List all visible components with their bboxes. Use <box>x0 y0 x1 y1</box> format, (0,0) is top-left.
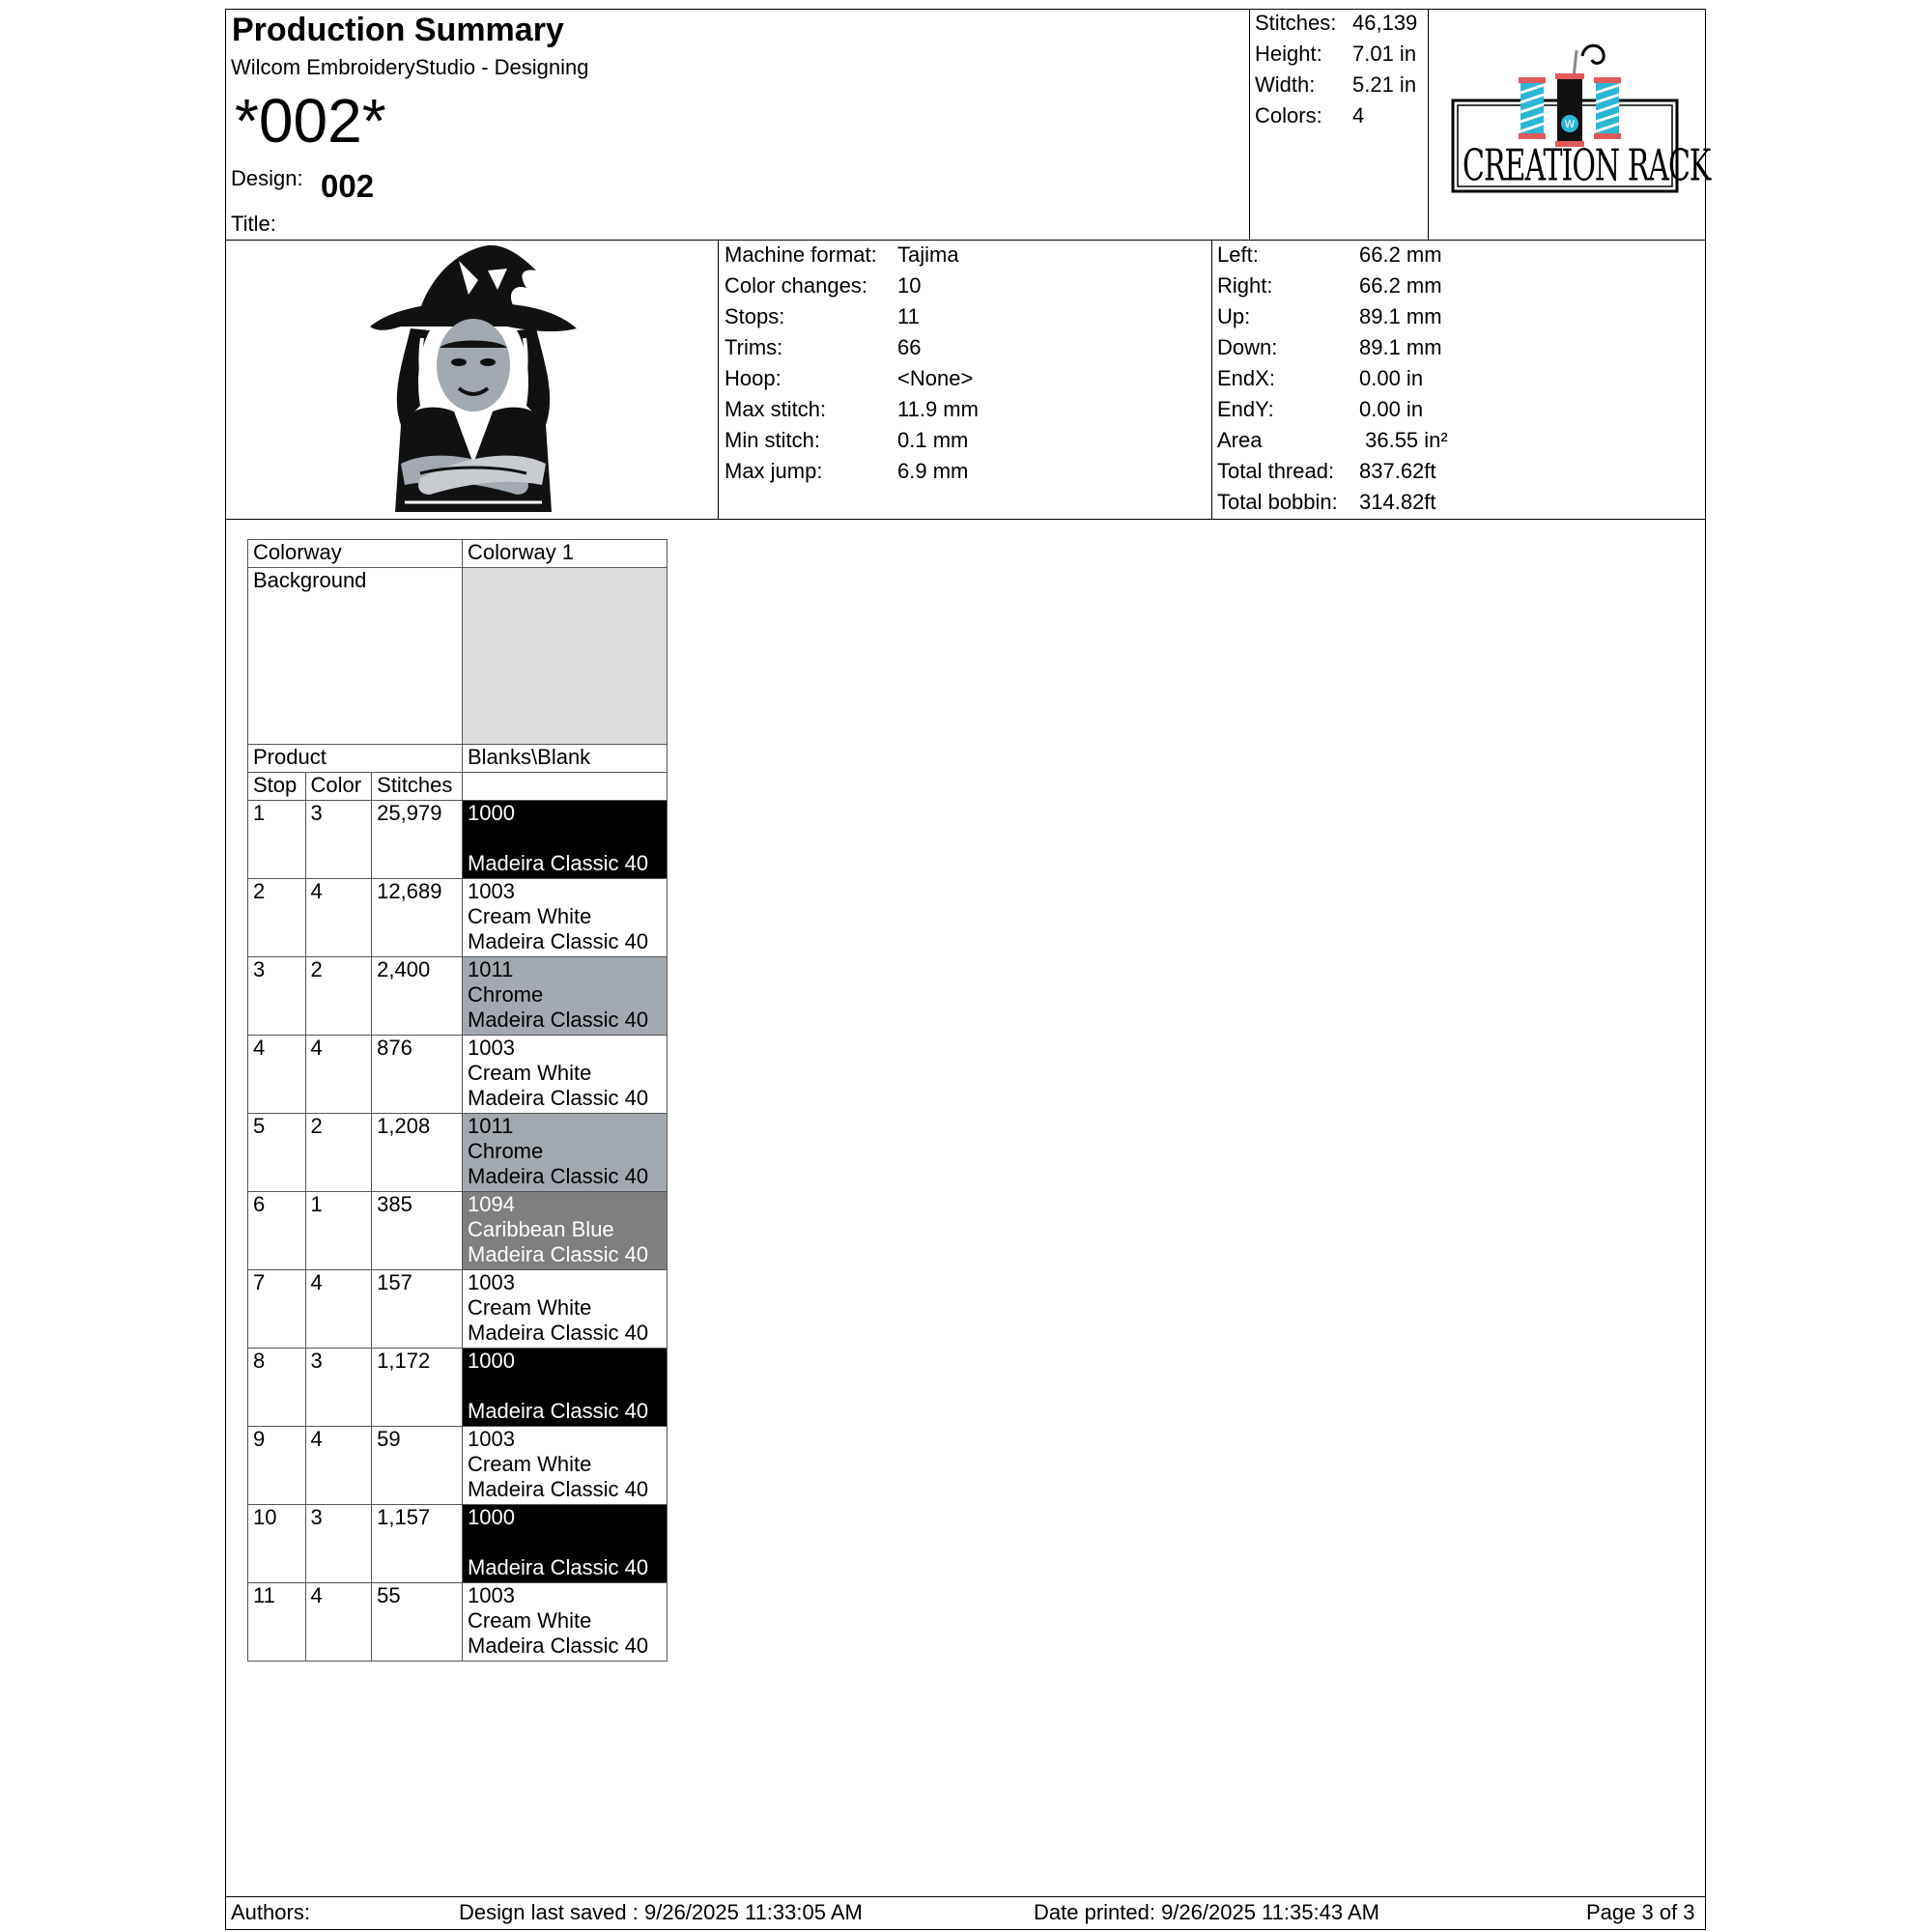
extents-label: Total thread: <box>1217 459 1335 483</box>
stop-number: 10 <box>248 1505 306 1583</box>
stitch-count: 25,979 <box>372 801 463 879</box>
color-number: 4 <box>305 1583 372 1662</box>
stop-number: 11 <box>248 1583 306 1662</box>
thread-name: Cream White <box>468 1061 592 1085</box>
product-value: Blanks\Blank <box>463 745 668 773</box>
color-number: 4 <box>305 1270 372 1349</box>
machine-label: Hoop: <box>724 366 781 390</box>
extents-value: 0.00 in <box>1359 397 1424 421</box>
stitch-count: 2,400 <box>372 957 463 1036</box>
extents-value: 66.2 mm <box>1359 242 1442 267</box>
design-label: Design: <box>231 166 303 190</box>
color-number: 3 <box>305 1349 372 1427</box>
color-number: 1 <box>305 1192 372 1270</box>
colorway-label: Colorway <box>248 540 463 568</box>
stop-row <box>248 1192 668 1270</box>
thread-code: 1011 <box>468 957 514 981</box>
thread-code: 1003 <box>468 1583 515 1607</box>
machine-value: 11 <box>897 304 920 328</box>
stitch-count: 1,157 <box>372 1505 463 1583</box>
thread-brand: Madeira Classic 40 <box>468 1399 649 1423</box>
extents-label: EndY: <box>1217 397 1274 421</box>
stop-row <box>248 1114 668 1192</box>
thread-swatch <box>463 957 668 1036</box>
machine-label: Stops: <box>724 304 785 328</box>
stop-number: 2 <box>248 879 306 957</box>
color-number: 3 <box>305 1505 372 1583</box>
thread-brand: Madeira Classic 40 <box>468 1321 649 1345</box>
summary-label: Height: <box>1255 42 1322 66</box>
machine-label: Max jump: <box>724 459 823 483</box>
product-label: Product <box>248 745 463 773</box>
thread-code: 1000 <box>468 1349 515 1373</box>
extents-value: 837.62ft <box>1359 459 1436 483</box>
design-preview <box>362 242 584 517</box>
design-value: 002 <box>321 168 375 204</box>
thread-name: Cream White <box>468 904 592 928</box>
machine-value: 11.9 mm <box>897 397 979 421</box>
stop-number: 8 <box>248 1349 306 1427</box>
title-label: Title: <box>231 212 276 236</box>
stop-number: 9 <box>248 1427 306 1505</box>
stitch-count: 1,208 <box>372 1114 463 1192</box>
extents-value: 0.00 in <box>1359 366 1424 390</box>
file-name: *002* <box>235 86 386 156</box>
thread-swatch <box>463 801 668 879</box>
summary-value: 4 <box>1352 103 1365 128</box>
background-label: Background <box>248 568 463 745</box>
extents-value: 89.1 mm <box>1359 304 1442 328</box>
stop-row <box>248 1427 668 1505</box>
color-number: 2 <box>305 957 372 1036</box>
footer-last-saved: Design last saved : 9/26/2025 11:33:05 AM <box>459 1900 863 1924</box>
machine-value: <None> <box>897 366 974 390</box>
thread-code: 1000 <box>468 1505 515 1529</box>
thread-name: Cream White <box>468 1295 592 1320</box>
divider-footer <box>225 1896 1706 1897</box>
divider-machine-right <box>1211 240 1212 519</box>
stitch-count: 385 <box>372 1192 463 1270</box>
footer-page-number: Page 3 of 3 <box>1586 1900 1695 1924</box>
thread-code: 1003 <box>468 1036 515 1060</box>
svg-text:W: W <box>1564 118 1576 130</box>
background-row <box>248 568 668 745</box>
thread-swatch <box>463 1349 668 1427</box>
stop-number: 1 <box>248 801 306 879</box>
color-number: 2 <box>305 1114 372 1192</box>
divider-logo-left <box>1428 9 1429 240</box>
extents-value: 89.1 mm <box>1359 335 1442 359</box>
machine-value: 0.1 mm <box>897 428 969 452</box>
thread-name <box>468 1374 662 1399</box>
machine-value: Tajima <box>897 242 959 267</box>
stitch-count: 12,689 <box>372 879 463 957</box>
stop-number: 3 <box>248 957 306 1036</box>
thread-brand: Madeira Classic 40 <box>468 1164 649 1188</box>
summary-value: 46,139 <box>1352 11 1418 35</box>
stop-number: 6 <box>248 1192 306 1270</box>
thread-code: 1000 <box>468 801 515 825</box>
witch-embroidery-preview-icon <box>362 242 584 517</box>
thread-name: Chrome <box>468 982 544 1007</box>
logo-text: CREATION RACK <box>1463 141 1711 192</box>
thread-name: Chrome <box>468 1139 544 1163</box>
creation-rack-logo <box>1449 39 1711 203</box>
stop-row <box>248 1583 668 1662</box>
divider-info <box>225 519 1706 520</box>
colorway-row <box>248 540 668 568</box>
thread-code: 1011 <box>468 1114 514 1138</box>
footer-authors: Authors: <box>231 1900 310 1924</box>
thread-brand: Madeira Classic 40 <box>468 929 649 953</box>
thread-brand: Madeira Classic 40 <box>468 1086 649 1110</box>
thread-swatch <box>463 879 668 957</box>
stop-row <box>248 801 668 879</box>
machine-label: Machine format: <box>724 242 877 267</box>
extents-label: Total bobbin: <box>1217 490 1338 514</box>
extents-value: 66.2 mm <box>1359 273 1442 298</box>
thread-name <box>468 1530 662 1555</box>
stitches-header: Stitches <box>372 773 463 801</box>
summary-value: 7.01 in <box>1352 42 1417 66</box>
summary-value: 5.21 in <box>1352 72 1417 97</box>
extents-label: Area <box>1217 428 1263 452</box>
stop-number: 7 <box>248 1270 306 1349</box>
extents-label: Right: <box>1217 273 1273 298</box>
thread-brand: Madeira Classic 40 <box>468 1555 649 1579</box>
color-number: 4 <box>305 1036 372 1114</box>
footer-date-printed: Date printed: 9/26/2025 11:35:43 AM <box>1034 1900 1379 1924</box>
summary-label: Colors: <box>1255 103 1322 128</box>
stop-row <box>248 1349 668 1427</box>
extents-value: 314.82ft <box>1359 490 1436 514</box>
stop-header-row <box>248 773 668 801</box>
color-number: 4 <box>305 1427 372 1505</box>
thread-name: Cream White <box>468 1452 592 1476</box>
color-number: 3 <box>305 801 372 879</box>
software-name: Wilcom EmbroideryStudio - Designing <box>231 55 589 79</box>
product-row <box>248 745 668 773</box>
summary-label: Width: <box>1255 72 1316 97</box>
background-swatch <box>463 568 668 745</box>
summary-label: Stitches: <box>1255 11 1337 35</box>
stop-row <box>248 1036 668 1114</box>
divider-summary-left <box>1249 9 1250 240</box>
stop-row <box>248 957 668 1036</box>
machine-label: Trims: <box>724 335 783 359</box>
thread-code: 1003 <box>468 1427 515 1451</box>
stitch-count: 55 <box>372 1583 463 1662</box>
stop-row <box>248 1270 668 1349</box>
extents-label: Down: <box>1217 335 1278 359</box>
machine-label: Max stitch: <box>724 397 827 421</box>
thread-swatch <box>463 1114 668 1192</box>
machine-value: 10 <box>897 273 922 298</box>
thread-swatch <box>463 1427 668 1505</box>
stop-number: 4 <box>248 1036 306 1114</box>
thread-swatch <box>463 1270 668 1349</box>
extents-value: 36.55 in² <box>1359 428 1448 452</box>
divider-header <box>225 240 1706 241</box>
divider-preview-right <box>718 240 719 519</box>
machine-value: 6.9 mm <box>897 459 969 483</box>
report-title: Production Summary <box>232 12 564 48</box>
stitch-count: 157 <box>372 1270 463 1349</box>
thread-brand: Madeira Classic 40 <box>468 1477 649 1501</box>
extents-label: EndX: <box>1217 366 1275 390</box>
thread-header <box>463 773 668 801</box>
stitch-count: 1,172 <box>372 1349 463 1427</box>
colorway-table <box>247 539 668 1662</box>
thread-swatch <box>463 1583 668 1662</box>
stop-row <box>248 1505 668 1583</box>
thread-swatch <box>463 1192 668 1270</box>
machine-label: Min stitch: <box>724 428 821 452</box>
thread-name: Caribbean Blue <box>468 1217 614 1241</box>
stitch-count: 59 <box>372 1427 463 1505</box>
thread-brand: Madeira Classic 40 <box>468 1242 649 1266</box>
machine-value: 66 <box>897 335 922 359</box>
extents-label: Up: <box>1217 304 1251 328</box>
thread-swatch <box>463 1036 668 1114</box>
extents-label: Left: <box>1217 242 1259 267</box>
stitch-count: 876 <box>372 1036 463 1114</box>
thread-brand: Madeira Classic 40 <box>468 1634 649 1658</box>
thread-name <box>468 826 662 851</box>
colorway-value: Colorway 1 <box>463 540 668 568</box>
thread-swatch <box>463 1505 668 1583</box>
color-header: Color <box>305 773 372 801</box>
thread-code: 1003 <box>468 879 515 903</box>
machine-label: Color changes: <box>724 273 867 298</box>
thread-code: 1094 <box>468 1192 515 1216</box>
stop-header: Stop <box>248 773 306 801</box>
color-number: 4 <box>305 879 372 957</box>
thread-code: 1003 <box>468 1270 515 1294</box>
thread-brand: Madeira Classic 40 <box>468 851 649 875</box>
thread-brand: Madeira Classic 40 <box>468 1008 649 1032</box>
stop-number: 5 <box>248 1114 306 1192</box>
stop-row <box>248 879 668 957</box>
thread-name: Cream White <box>468 1608 592 1633</box>
